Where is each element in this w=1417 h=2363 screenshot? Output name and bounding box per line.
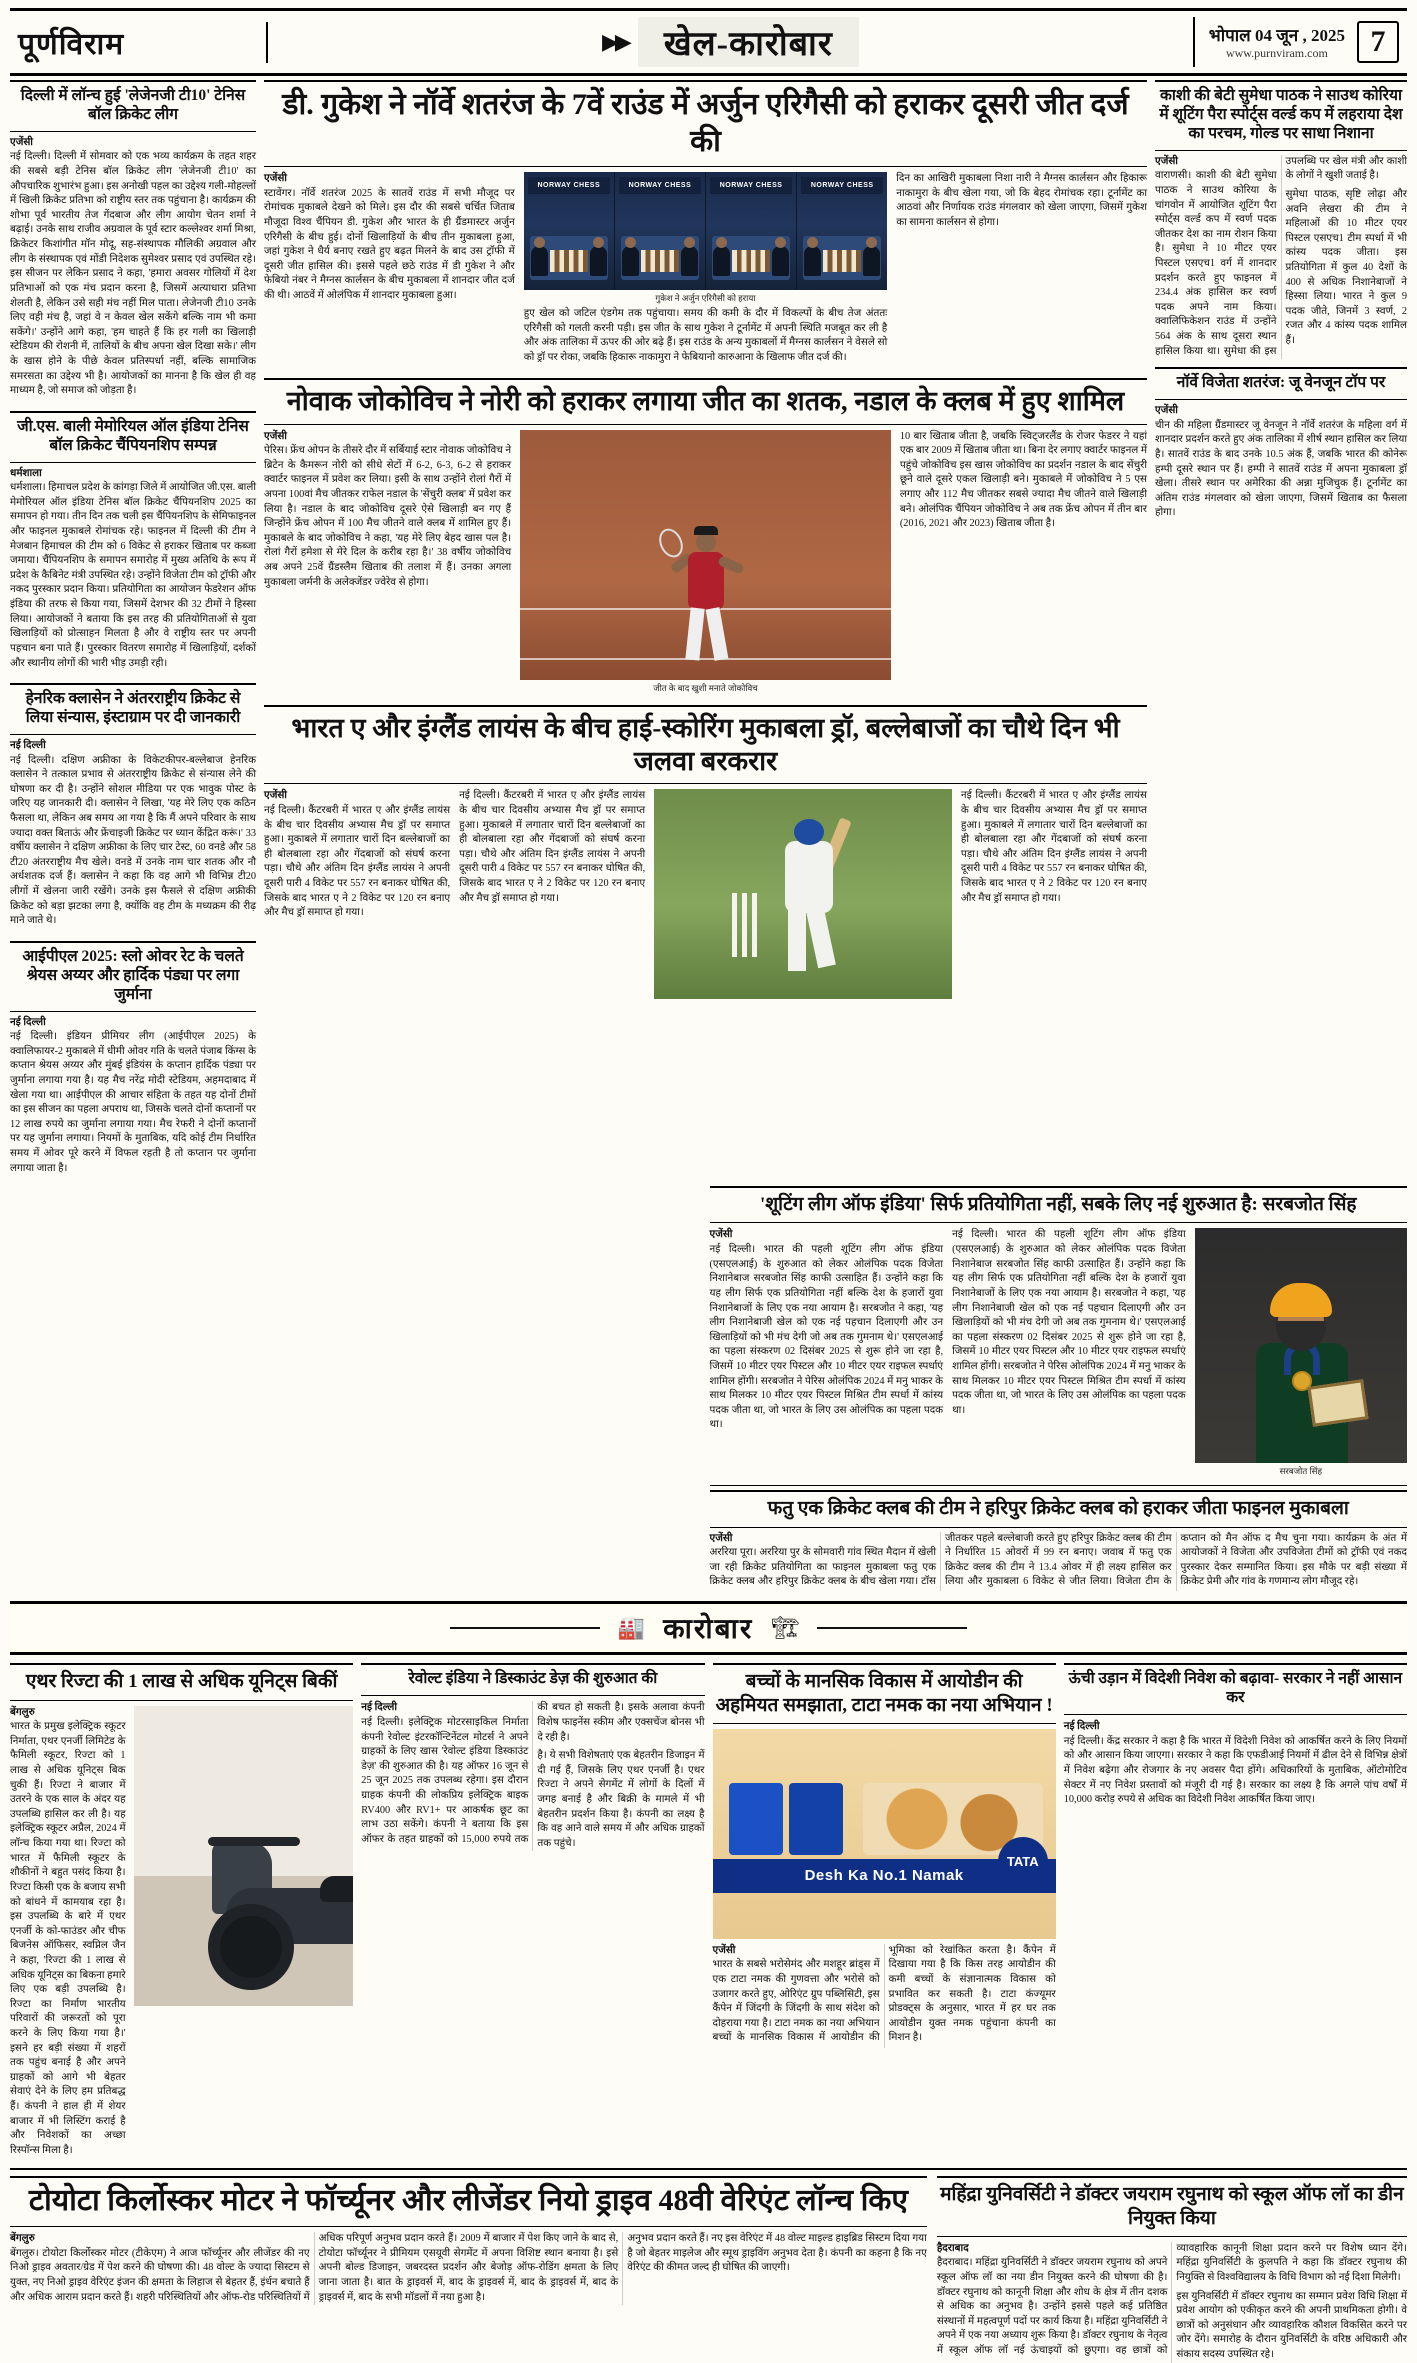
section-title: खेल-कारोबार [638, 17, 859, 67]
chess-banner-label: NORWAY CHESS [619, 177, 701, 194]
sports-column-4 [1155, 80, 1407, 1180]
article-gs-bali-championship [10, 411, 256, 675]
photo-caption: गुकेश ने अर्जुन एरिगैसी को हराया [655, 293, 756, 304]
headline: हेनरिक क्लासेन ने अंतरराष्ट्रीय क्रिकेट से लिया संन्यास, इंस्टाग्राम पर दी जानकारी [10, 683, 256, 735]
dateline: नई दिल्ली [1063, 1721, 1100, 1733]
band-rule-right [817, 1627, 967, 1629]
chess-photo-block [524, 172, 888, 369]
article-body-part-1 [264, 430, 511, 697]
body-text: पेरिस। फ्रेंच ओपन के तीसरे दौर में सर्बियाई स्टार नोवाक जोकोविच ने ब्रिटेन के कैमरून नोरी को सीधे सेटों में 6-2, 6-3, 6-2 से हराकर क्वार्टर फाइनल में प्रवेश कर लिया। इसी के साथ उन्होंने रोलां गैरों में अपना 100वां मैच जीतकर राफेल नडाल के 'सेंचुरी क्लब' में प्रवेश कर लिया है। नडाल के बाद जोकोविच दूसरे ऐसे खिलाड़ी बन गए हैं जिन्होंने फ्रेंच ओपन में 100 मैच जीतने वाले क्लब में शामिल हुए हैं। मुकाबले के बाद जोकोविच ने कहा, 'यह मेरे लिए बेहद खास पल है। रोलां गैरों हमेशा से मेरे दिल के करीब रहा है।' 38 वर्षीय जोकोविच अब अपने 25वें ग्रैंडस्लैम खिताब की तलाश में हैं। उनका अगला मुकाबला जर्मनी के अलेक्जेंडर ज्वेरेव से होगा। [264, 445, 512, 588]
masthead [10, 8, 1407, 76]
article-tata-namak-campaign [713, 1663, 1056, 2162]
body-text: दिन का आखिरी मुकाबला निशा नारी ने मैग्नस कार्लसन और हिकारू नाकामुरा के बीच खेला गया, जो कि बेहद रोमांचक रहा। टूर्नामेंट का आठवां और निर्णायक राउंड मंगलवार को खेला जाएगा, जिसमें गुकेश का सामना कार्लसन से होगा। [896, 173, 1147, 229]
dateline: एजेंसी [1155, 155, 1178, 167]
industry-icon: 🏗 [771, 1615, 800, 1641]
body-text-2: अनुभव प्रदान करते हैं। नए इस वेरिएंट में 48 वोल्ट माइल्ड हाइब्रिड सिस्टम दिया गया है जो बेहतर माइलेज और स्मूथ ड्राइविंग अनुभव देता है। कंपनी का कहना है कि नए वेरिएंट की कीमत जल्द ही घोषित की जाएगी। [627, 2233, 927, 2274]
sports-column-center [264, 80, 1147, 1180]
body-text: नई दिल्ली। कैंटरबरी में भारत ए और इंग्लैंड लायंस के बीच चार दिवसीय अभ्यास मैच ड्रॉ पर समाप्त हुआ। मुकाबले में लगातार चारों दिन बल्लेबाजों का ही बोलबाला रहा और गेंदबाजों को संघर्ष करना पड़ा। चौथे और अंतिम दिन इंग्लैंड लायंस ने अपनी दूसरी पारी 4 विकेट पर 557 रन बनाकर घोषित की, जिसके बाद भारत ए ने 2 विकेट पर 120 रन बनाए और मैच ड्रॉ समाप्त हो गया। [459, 790, 646, 904]
tata-brand-logo: TATA [998, 1837, 1048, 1887]
article-gukesh-norway-chess [264, 80, 1147, 370]
article-toyota-fortuner [10, 2176, 927, 2362]
article-djokovic-norrie [264, 378, 1147, 697]
body-text: नई दिल्ली। कैंटरबरी में भारत ए और इंग्लैंड लायंस के बीच चार दिवसीय अभ्यास मैच ड्रॉ पर समाप्त हुआ। मुकाबले में लगातार चारों दिन बल्लेबाजों का ही बोलबाला रहा और गेंदबाजों को संघर्ष करना पड़ा। चौथे और अंतिम दिन इंग्लैंड लायंस ने अपनी दूसरी पारी 4 विकेट पर 557 रन बनाकर घोषित की, जिसके बाद भारत ए ने 2 विकेट पर 120 रन बनाए और मैच ड्रॉ समाप्त हो गया। [264, 805, 451, 919]
sports-column-1 [10, 80, 256, 1180]
body-text: नई दिल्ली। कैंटरबरी में भारत ए और इंग्लैंड लायंस के बीच चार दिवसीय अभ्यास मैच ड्रॉ पर समाप्त हुआ। मुकाबले में लगातार चारों दिन बल्लेबाजों का ही बोलबाला रहा और गेंदबाजों को संघर्ष करना पड़ा। चौथे और अंतिम दिन इंग्लैंड लायंस ने अपनी दूसरी पारी 4 विकेट पर 557 रन बनाकर घोषित की, जिसके बाद भारत ए ने 2 विकेट पर 120 रन बनाए और मैच ड्रॉ समाप्त हो गया। [960, 790, 1147, 904]
dateline: बेंगलुरु [10, 2233, 35, 2245]
photo-caption: सरबजोत सिंह [1279, 1466, 1323, 1477]
body-text: नई दिल्ली। इलेक्ट्रिक मोटरसाइकिल निर्माता कंपनी रेवोल्ट इंटरकॉन्टिनेंटल मोटर्स ने अपने ग्राहकों के लिए खास 'रेवोल्ट इंडिया डिस्काउंट डेज़' की शुरुआत की है। यह ऑफर 16 जून से 25 जून 2025 तक उपलब्ध रहेगा। इस दौरान ग्राहक कंपनी की लोकप्रिय इलेक्ट्रिक बाइक RV400 और RV1+ पर आकर्षक छूट का लाभ उठा सकेंगे। कंपनी ने बताया कि इस ऑफर के तहत ग्राहकों को 15,000 रुपये तक की बचत हो सकती है। इसके अलावा कंपनी विशेष फाइनेंस स्कीम और एक्सचेंज बोनस भी दे रही है। [361, 1702, 705, 1845]
article-klaasen-retirement [10, 683, 256, 933]
body-text-2: है। ये सभी विशेषताएं एक बेहतरीन डिजाइन में दी गई हैं, जिसके लिए एथर एनर्जी है। एथर रिज्टा ने अपने सेगमेंट में लोगों के दिलों में जगह बनाई है और बिक्री के मामले में भी बेहतरीन प्रदर्शन किया है। कंपनी का लक्ष्य है कि वह आने वाले समय में और अधिक ग्राहकों तक पहुंचे। [537, 1750, 705, 1849]
dateline: एजेंसी [709, 1532, 733, 1544]
section-banner [268, 17, 1195, 67]
article-body-part-3 [896, 172, 1147, 369]
photo-caption: जीत के बाद खुशी मनाते जोकोविच [653, 682, 758, 693]
headline: दिल्ली में लॉन्च हुई 'लेजेनजी टी10' टेनिस बॉल क्रिकेट लीग [10, 80, 256, 132]
karobar-section-band [10, 1601, 1407, 1655]
dateline: नई दिल्ली [10, 739, 46, 751]
body-text-2: इस युनिवर्सिटी में डॉक्टर रघुनाथ का सम्मान प्रवेश विधि शिक्षा में प्रवेश आयोग को एकीकृत करने की अपनी प्राथमिकता होगी। वे छात्रों को अनुसंधान और व्यावहारिक कौशल विकसित करने पर जोर देंगे। समारोह के दौरान युनिवर्सिटी के वरिष्ठ अधिकारी और संकाय सदस्य उपस्थित रहे। [1176, 2290, 1407, 2361]
dateline: एजेंसी [264, 430, 287, 442]
tennis-photo-block [520, 430, 891, 697]
article-body: नई दिल्ली। दक्षिण अफ्रीका के विकेटकीपर-बल्लेबाज हेनरिक क्लासेन ने तत्काल प्रभाव से अंतरराष्ट्रीय क्रिकेट से संन्यास लेने की घोषणा कर दी है। उन्होंने सोशल मीडिया पर एक भावुक पोस्ट के जरिए यह जानकारी दी। क्लासेन ने लिखा, 'यह मेरे लिए एक कठिन फैसला था, लेकिन अब समय आ गया है कि मैं अपने परिवार के साथ ज्यादा वक्त बिताऊं और फ्रेंचाइजी क्रिकेट पर ध्यान केंद्रित करूं।' 33 वर्षीय क्लासेन ने दक्षिण अफ्रीका के लिए चार टेस्ट, 60 वनडे और 58 टी20 अंतरराष्ट्रीय मैच खेले। वनडे में उनके नाम चार शतक और नौ अर्धशतक दर्ज हैं। क्लासेन ने कहा कि वह आगे भी विभिन्न टी20 लीगों में खेलना जारी रखेंगे। उनके इस फैसले से दक्षिण अफ्रीकी क्रिकेट को बड़ा झटका लगा है, क्योंकि वह टीम के मध्यक्रम की रीढ़ माने जाते थे। [10, 754, 256, 927]
headline: रेवोल्ट इंडिया ने डिस्काउंट डेज़ की शुरुआत की [361, 1663, 704, 1696]
article-body-part-2 [459, 789, 645, 999]
article-legendzy-t10 [10, 80, 256, 403]
headline: डी. गुकेश ने नॉर्वे शतरंज के 7वें राउंड में अर्जुन एरिगैसी को हराकर दूसरी जीत दर्ज की [264, 80, 1147, 167]
shooter-photo-block [1195, 1228, 1407, 1480]
article-body: वाराणसी। काशी की बेटी सुमेधा पाठक ने साउथ कोरिया के चांगवोन में आयोजित शूटिंग पैरा स्पोर्ट्स वर्ल्ड कप में स्वर्ण पदक जीतकर देश का नाम रोशन किया है। सुमेधा ने 10 मीटर एयर पिस्टल एसएच1 वर्ग में शानदार प्रदर्शन करते हुए फाइनल में 234.4 अंक हासिल कर स्वर्ण पदक अपने नाम किया। क्वालिफिकेशन राउंड में उन्होंने 564 अंक के साथ दूसरा स्थान हासिल किया था। सुमेधा की इस उपलब्धि पर खेल मंत्री और काशी के लोगों ने खुशी जताई है। [1155, 155, 1407, 357]
article-body: चीन की महिला ग्रैंडमास्टर जू वेनजून ने नॉर्वे शतरंज के महिला वर्ग में शानदार प्रदर्शन करते हुए अंक तालिका में शीर्ष स्थान हासिल कर लिया है। सातवें राउंड के बाद उनके 10.5 अंक हैं, जबकि भारत की कोनेरू हम्पी दूसरे स्थान पर हैं। हम्पी ने सातवें राउंड में अपना मुकाबला ड्रॉ खेला। तीसरे स्थान पर अमेरिका की अन्ना मुजिचुक हैं। टूर्नामेंट का अंतिम राउंड मंगलवार को खेला जाएगा, जिसमें खिताब का फैसला होगा। [1155, 419, 1407, 519]
dateline: नई दिल्ली [10, 1016, 46, 1028]
headline: टोयोटा किर्लोस्कर मोटर ने फॉर्च्यूनर और लीजेंडर नियो ड्राइव 48वी वेरिएंट लॉन्च किए [10, 2176, 927, 2227]
chess-banner-label: NORWAY CHESS [801, 177, 883, 194]
chess-banner-label: NORWAY CHESS [710, 177, 792, 194]
headline: काशी की बेटी सुमेधा पाठक ने साउथ कोरिया में शूटिंग पैरा स्पोर्ट्स वर्ल्ड कप में लहराया देश का परचम, गोल्ड पर साधा निशाना [1155, 80, 1407, 151]
article-india-a-england-lions [264, 705, 1147, 1000]
headline: 'शूटिंग लीग ऑफ इंडिया' सिर्फ प्रतियोगिता नहीं, सबके लिए नई शुरुआत है: सरबजोत सिंह [710, 1186, 1408, 1223]
karobar-bottom-grid [10, 2176, 1407, 2362]
article-norway-women-chess [1155, 367, 1407, 525]
article-body-part-1 [264, 789, 450, 999]
article-body [10, 1706, 126, 2163]
article-sumedha-pathak [1155, 80, 1407, 359]
headline: ऊंची उड़ान में विदेशी निवेश को बढ़ावा- सरकार ने नहीं आसान कर [1064, 1663, 1407, 1715]
headline: आईपीएल 2025: स्लो ओवर रेट के चलते श्रेयस अय्यर और हार्दिक पंड्या पर लगा जुर्माना [10, 941, 256, 1012]
article-body-2: सुमेधा पाठक, सृष्टि लोढ़ा और अवनि लेखरा की टीम ने महिलाओं की 10 मीटर एयर पिस्टल एसएच1 टीम स्पर्धा में भी कांस्य पदक जीता। इस प्रतियोगिता में कुल 40 देशों के 400 से अधिक निशानेबाजों ने हिस्सा लिया। भारत ने कुल 9 पदक जीते, जिनमें 3 स्वर्ण, 2 रजत और 4 कांस्य पदक शामिल हैं। [1285, 188, 1407, 347]
dateline: एजेंसी [10, 136, 33, 148]
dateline: एजेंसी [264, 173, 287, 185]
dateline: हैदराबाद [936, 2242, 969, 2254]
headline: एथर रिज्टा की 1 लाख से अधिक यूनिट्स बिकीं [10, 1663, 353, 1700]
karobar-grid [10, 1663, 1407, 2162]
article-body-part-2 [524, 307, 888, 365]
dateline: बेंगलुरु [10, 1706, 35, 1718]
article-body: नई दिल्ली। दिल्ली में सोमवार को एक भव्य कार्यक्रम के तहत शहर की सबसे बड़ी टेनिस बॉल क्रिकेट लीग 'लेजेनजी टी10' का औपचारिक शुभारंभ हुआ। इस अनोखी पहल का उद्देश्य गली-मोहल्लों में खिली क्रिकेट प्रतिभा को राष्ट्रीय स्तर तक पहुंचाना है। कार्यक्रम की शोभा पूर्व भारतीय तेज गेंदबाज और लीग आयोग चेतन शर्मा ने बढ़ाई। उनके साथ राजीव अग्रवाल के पूर्व स्टार कल्लेश्वर शर्मा मिश्रा, क्रिकेटर किशांगीत मॉन मोदू, सह-संस्थापक मौलिकी अग्रवाल और लीग के संस्थापक एवं मोंडी निदेशक सुमेश्वर प्रसाद एवं उपस्थित रहे। इस सीजन पर लेकिन प्रसाद ने कहा, 'हमारा अवसर गोलियों में देश प्रतिभाओं को एक मंच प्रदान करना है, जिसमें अत्याधारा प्रतिभा शेलती है, लेकिन उसे सही मंच नहीं मिल पाता। लेजेनजी टी10 उनके लिए वही मंच है, जहां वे न केवल खेल सकेंगे बल्कि नाम भी कमा सकेंगे।' उन्होंने आगे कहा, 'हम चाहते हैं कि हर गली का खिलाड़ी स्टेडियम की रोशनी में, तालियों के बीच अपना खेल दिखा सके।' लीग के खास होने के पीछे केवल प्रतिस्पर्धा नहीं, बल्कि सामाजिक समरसता का उद्देश्य भी है। आयोजकों का मानना है कि खेल ही वह माध्यम है, जो समाज को जोड़ता है। [10, 151, 256, 397]
page-number: 7 [1357, 21, 1399, 63]
sports-section [10, 80, 1407, 1180]
headline: जी.एस. बाली मेमोरियल ऑल इंडिया टेनिस बॉल क्रिकेट चैंपियनशिप सम्पन्न [10, 411, 256, 463]
dateline: एजेंसी [1155, 405, 1178, 417]
cricket-photo [654, 789, 952, 999]
band-rule-left [450, 1627, 600, 1629]
headline: फतु एक क्रिकेट क्लब की टीम ने हरिपुर क्रिकेट क्लब को हराकर जीता फाइनल मुकाबला [710, 1490, 1408, 1527]
article-body: धर्मशाला। हिमाचल प्रदेश के कांगड़ा जिले में आयोजित जी.एस. बाली मेमोरियल ऑल इंडिया टेनिस बॉल क्रिकेट चैंपियनशिप 2025 का समापन हो गया। तीन दिन तक चली इस चैंपियनशिप के सेमिफाइनल और फाइनल मुकाबले रोमांचक रहे। फाइनल में दिल्ली की टीम ने मेजबान हिमाचल की टीम को 6 विकेट से हराकर खिताब पर कब्जा जमाया। चैंपियनशिप के समापन समारोह में मुख्य अतिथि के रूप में प्रदेश के कैबिनेट मंत्री उपस्थित रहे। उन्होंने विजेता टीम को ट्रॉफी और नकद पुरस्कार प्रदान किया। प्रतियोगिता का आयोजन फेडरेशन ऑफ इंडिया की तरफ से किया गया, जिसमें देशभर की 32 टीमों ने हिस्सा लिया। आयोजकों ने बताया कि इस तरह की प्रतियोगिताओं से युवा खिलाड़ियों को प्रोत्साहन मिलता है और वे राष्ट्रीय स्तर पर अपनी पहचान बना पाते हैं। पुरस्कार वितरण समारोह में खिलाड़ियों, दर्शकों और स्थानीय लोगों की भारी भीड़ उमड़ी रही। [10, 482, 256, 669]
article-foreign-investment [1064, 1663, 1407, 2162]
article-ipl-fine [10, 941, 256, 1180]
salt-pack-icon-2 [789, 1783, 843, 1855]
shooter-photo [1195, 1228, 1407, 1463]
website-url[interactable]: www.purnviram.com [1225, 46, 1328, 60]
tennis-player-figure [666, 516, 744, 666]
tennis-photo [520, 430, 891, 680]
dateline: धर्मशाला [10, 467, 42, 479]
headline: बच्चों के मानसिक विकास में आयोडीन की अहमियत समझाता, टाटा नमक का नया अभियान ! [713, 1663, 1056, 1723]
article-shooting-league-india [710, 1186, 1408, 1591]
article-ather-rizta [10, 1663, 353, 2162]
headline: भारत ए और इंग्लैंड लायंस के बीच हाई-स्कोरिंग मुकाबला ड्रॉ, बल्लेबाजों का चौथे दिन भी जलवा बरकरार [264, 705, 1147, 785]
article-body-part-3 [961, 789, 1147, 999]
article-body-part-2 [952, 1228, 1186, 1480]
dateline: एजेंसी [264, 790, 287, 802]
article-body-part-1 [710, 1228, 944, 1480]
headline: नॉर्वे विजेता शतरंज: जू वेनजून टॉप पर [1155, 367, 1407, 400]
factory-icon: 🏭 [617, 1615, 646, 1641]
body-text: नई दिल्ली। भारत की पहली शूटिंग लीग ऑफ इंडिया (एसएलआई) के शुरुआत को लेकर ओलंपिक पदक विजेता निशानेबाज सरबजोत सिंह काफी उत्साहित हैं। उन्होंने कहा कि यह लीग सिर्फ एक प्रतियोगिता नहीं बल्कि देश के हजारों युवा निशानेबाजों के लिए एक नया आयाम है। सरबजोत ने कहा, 'यह लीग निशानेबाजी खेल को एक नई पहचान दिलाएगी और उन खिलाड़ियों को भी मंच देगी जो अब तक गुमनाम थे।' एसएलआई का पहला संस्करण 02 दिसंबर 2025 से शुरू होने जा रहा है, जिसमें 10 मीटर एयर पिस्टल और 10 मीटर एयर राइफल स्पर्धाएं शामिल होंगी। सरबजोत ने पेरिस ओलंपिक 2024 में मनु भाकर के साथ मिलकर 10 मीटर एयर पिस्टल मिश्रित टीम स्पर्धा में कांस्य पदक जीता था, जो भारत के लिए उस ओलंपिक का पहला पदक था। [952, 1229, 1186, 1416]
article-body: अररिया पूरा। अररिया पुर के सोमवारी गांव स्थित मैदान में खेली जा रही क्रिकेट प्रतियोगिता का फाइनल मुकाबला फतु एक क्रिकेट क्लब और हरिपुर क्रिकेट क्लब के बीच खेला गया। टॉस जीतकर पहले बल्लेबाजी करते हुए हरिपुर क्रिकेट क्लब की टीम ने निर्धारित 15 ओवरों में 99 रन बनाए। जवाब में फतु एक क्रिकेट क्लब की टीम ने 13.4 ओवर में ही लक्ष्य हासिल कर लिया और मुकाबला 6 विकेट से जीत लिया। विजेता टीम के कप्तान को मैन ऑफ द मैच चुना गया। कार्यक्रम के अंत में आयोजकों ने विजेता और उपविजेता टीमों को ट्रॉफी एवं नकद पुरस्कार देकर सम्मानित किया। इस मौके पर बड़ी संख्या में क्रिकेट प्रेमी और गांव के गणमान्य लोग मौजूद रहे। [709, 1532, 1407, 1588]
karobar-title: कारोबार [663, 1614, 754, 1646]
sports-secondary-row [10, 1186, 1407, 1591]
headline: नोवाक जोकोविच ने नोरी को हराकर लगाया जीत का शतक, नडाल के क्लब में हुए शामिल [264, 378, 1147, 425]
chess-photo [524, 172, 888, 290]
ad-banner-text: Desh Ka No.1 Namak [713, 1859, 1056, 1893]
article-mahindra-university-dean [937, 2176, 1407, 2362]
article-revolt-discount-days [361, 1663, 704, 2162]
tata-namak-ad-photo [713, 1729, 1056, 1939]
body-text: भारत के प्रमुख इलेक्ट्रिक स्कूटर निर्माता, एथर एनर्जी लिमिटेड के फैमिली स्कूटर, रिज्टा को 1 लाख से अधिक यूनिट्स बिक चुकी हैं। रिज्टा ने बाजार में उतरने के एक साल के अंदर यह उपलब्धि हासिल कर ली है। यह इलेक्ट्रिक स्कूटर अप्रैल, 2024 में लॉन्च किया गया था। रिज्टा को भारत में फैमिली स्कूटर के शौकीनों ने बहुत पसंद किया है। रिज्टा किसी एक के बजाय सभी को बांधने में कामयाब रहा है। इस उपलब्धि के बारे में एथर एनर्जी के को-फाउंडर और चीफ बिजनेस ऑफिसर, स्वप्निल जैन ने कहा, 'रिज्टा की 1 लाख से अधिक यूनिट्स का बिकना हमारे लिए एक बड़ी उपलब्धि है। रिज्टा का निर्माण भारतीय परिवारों की जरूरतों को पूरा करने के लिए किया गया है।' इसने हर बड़ी संख्या में शहरों तक पहुंच बनाई है और अपने ग्राहकों को आगे भी बेहतर सेवाएं देने के लिए हम प्रतिबद्ध हैं। कंपनी ने हाल ही में शेयर बाजार में भी लिस्टिंग कराई है और निवेशकों का अच्छा रिस्पॉन्स मिला है। [10, 1721, 126, 2156]
body-text: 10 बार खिताब जीता है, जबकि स्विट्जरलैंड के रोजर फेडरर ने यहां एक बार 2009 में खिताब जीता था। बिना देर लगाए क्वार्टर फाइनल में पहुंचे जोकोविच इस खास जोकोविच का प्रदर्शन नडाल के बाद सेंचुरी छूने वाले दूसरे एकल खिलाड़ी बने। मुकाबले में जोकोविच ने 5 एस लगाए और 112 मैच जीतकर सबसे ज्यादा मैच जीतने वाले खिलाड़ी बने। ओलंपिक चैंपियन जोकोविच ने अब तक फ्रेंच ओपन में तीन बार (2016, 2021 और 2023) खिताब जीता है। [899, 430, 1148, 530]
body-text: बेंगलुरु। टोयोटा किर्लोस्कर मोटर (टीकेएम) ने आज फॉर्च्यूनर और लीजेंडर की नए निओ ड्राइव अवतार/ग्रेड में पेश करने की घोषणा की। 48 वोल्ट के ज्यादा सिस्टम से युक्त, नए निओ ड्राइव वेरिएंट इंजन की क्षमता के लिहाज से बेहतर हैं, इंर्धन बचाते हैं और अधिक आराम प्रदान करते हैं। शहरी परिस्थितियों और ऑफ-रोड परिस्थितियों में अधिक परिपूर्ण अनुभव प्रदान करते हैं। 2009 में बाजार में पेश किए जाने के बाद से, टोयोटा फॉर्च्यूनर ने प्रीमियम एसयूवी सेगमेंट में अपना विशिष्ट स्थान बनाया है। इसे अपनी बोल्ड डिजाइन, जबरदस्त प्रदर्शन और बेजोड़ ऑफ-रोडिंग क्षमता के लिए जाना जाता है। बात के ड्राइवर्स में, बाद के ड्राइवर्स में, बाद के ड्राइवर्स में, बाद के ड्राइवर्स में, बाद के सभी मॉडलों में नया हुआ है। [10, 2233, 619, 2303]
issue-date: भोपाल 04 जून , 2025 [1208, 26, 1345, 45]
body-text: स्टावेंगर। नॉर्वे शतरंज 2025 के सातवें राउंड में सभी मौजूद पर रोमांचक मुकाबले देखने को मिले। इस दौर की सबसे चर्चित जिताब मौजूदा विश्व चैंपियन डी. गुकेश और भारत के ही ग्रैंडमास्टर अर्जुन एरिगैसी के बीच हुई। दोनों खिलाड़ियों के बीच तीन मुकाबला हुआ, जहां गुकेश ने धैर्य बनाए रखते हुए बढ़त मिलने के बाद उस ट्रॉफी में दूसरी जीत हासिल की। इससे पहले छठे राउंड में डी गुकेश ने और फेबियो नंबर ने मैग्नस कार्लसन के बीच मुकाबला में शानदार जीत दर्ज की थी। आठवें में ओलंपिक में शानदार मुकाबला हुआ। [264, 187, 515, 302]
headline: महिंद्रा युनिवर्सिटी ने डॉक्टर जयराम रघुनाथ को स्कूल ऑफ लॉ का डीन नियुक्त किया [937, 2176, 1407, 2236]
article-body-part-2 [900, 430, 1147, 697]
body-text: नई दिल्ली। भारत की पहली शूटिंग लीग ऑफ इंडिया (एसएलआई) के शुरुआत को लेकर ओलंपिक पदक विजेता निशानेबाज सरबजोत सिंह काफी उत्साहित हैं। उन्होंने कहा कि यह लीग सिर्फ एक प्रतियोगिता नहीं बल्कि देश के हजारों युवा निशानेबाजों के लिए एक नया आयाम है। सरबजोत ने कहा, 'यह लीग निशानेबाजी खेल को एक नई पहचान दिलाएगी और उन खिलाड़ियों को भी मंच देगी जो अब तक गुमनाम थे।' एसएलआई का पहला संस्करण 02 दिसंबर 2025 से शुरू होने जा रहा है, जिसमें 10 मीटर एयर पिस्टल और 10 मीटर एयर राइफल स्पर्धाएं शामिल होंगी। सरबजोत ने पेरिस ओलंपिक 2024 में मनु भाकर के साथ मिलकर 10 मीटर एयर पिस्टल मिश्रित टीम स्पर्धा में कांस्य पदक जीता था, जो भारत के लिए उस ओलंपिक का पहला पदक था। [709, 1244, 944, 1431]
salt-pack-icon [729, 1783, 783, 1855]
masthead-meta [1195, 21, 1399, 63]
chess-banner-label: NORWAY CHESS [528, 177, 610, 194]
publication-logo: पूर्णविराम [18, 22, 268, 63]
dateline: एजेंसी [712, 1944, 736, 1956]
arrows-icon: ▶▶ [601, 29, 628, 54]
body-text: भारत के सबसे भरोसेमंद और मशहूर ब्रांड्स में एक टाटा नमक की गुणवत्ता और भरोसे को उजागर करते हुए, ओरिएंट ग्रुप पब्लिसिटी, इस कैंपेन में जिंदगी के जिंदगी के साथ संदेश को दोहराया गया है। टाटा नमक का नया अभियान बच्चों के मानसिक विकास में आयोडीन की भूमिका को रेखांकित करता है। कैंपेन में दिखाया गया है कि किस तरह आयोडीन की कमी बच्चों के संज्ञानात्मक विकास को प्रभावित कर सकती है। टाटा कंज्यूमर प्रोडक्ट्स के अनुसार, भारत में हर घर तक आयोडीन युक्त नमक पहुंचाना कंपनी का मिशन है। [712, 1944, 1056, 2044]
body-text: नई दिल्ली। केंद्र सरकार ने कहा है कि भारत में विदेशी निवेश को आकर्षित करने के लिए नियमों को और आसान किया जाएगा। सरकार ने कहा कि एफडीआई नियमों में ढील देने से विभिन्न क्षेत्रों में निवेश बढ़ेगा और रोजगार के नए अवसर पैदा होंगे। अधिकारियों के मुताबिक, ऑटोमोटिव सेक्टर में नए निवेश प्रस्तावों को मंजूरी दी गई है। सरकार का लक्ष्य है कि अगले पांच वर्षों में 10,000 करोड़ रुपये से अधिक का विदेशी निवेश आकर्षित किया जाए। [1063, 1735, 1407, 1806]
cricket-photo-block [654, 789, 952, 999]
article-fatu-cricket-club [710, 1490, 1408, 1591]
article-body-part-1 [264, 172, 515, 369]
body-text: हुए खेल को जटिल एंडगेम तक पहुंचाया। समय की कमी के दौर में विकल्पों के बीच तेज अंततः एरिगैसी को गलती करनी पड़ी। इस जीत के साथ गुकेश ने टूर्नामेंट में अपनी स्थिति मजबूत कर ली है और अंक तालिका में ऊपर की ओर बढ़े हैं। इस राउंड के अन्य मुकाबलों में मैग्नस कार्लसन ने वेसले सो को ड्रॉ पर रोका, जबकि हिकारू नाकामुरा ने फेबियानो कारुआना के खिलाफ जीत दर्ज की। [523, 308, 888, 364]
dateline: एजेंसी [709, 1229, 733, 1241]
article-body: नई दिल्ली। इंडियन प्रीमियर लीग (आईपीएल 2025) के क्वालिफायर-2 मुकाबले में धीमी ओवर गति के चलते पंजाब किंग्स के कप्तान श्रेयस अय्यर और मुंबई इंडियंस के कप्तान हार्दिक पंड्या पर जुर्माना लगाया गया है। यह मैच नरेंद्र मोदी स्टेडियम, अहमदाबाद में खेला गया था। आईपीएल की आचार संहिता के तहत यह दोनों टीमों का इस सीजन का पहला अपराध था, जिसके चलते दोनों कप्तानों पर 12 लाख रुपये का जुर्माना लगाया गया। मैच रेफरी ने दोनों कप्तानों पर यह जुर्माना लगाया। नियमों के मुताबिक, यदि कोई टीम निर्धारित समय में ओवर पूरे करने में विफल रहती है तो कप्तान पर जुर्माना लगाया जाता है। [10, 1031, 256, 1174]
ather-scooter-photo [134, 1706, 354, 2006]
dateline: नई दिल्ली [361, 1702, 398, 1714]
body-text: हैदराबाद। महिंद्रा युनिवर्सिटी ने डॉक्टर जयराम रघुनाथ को अपने स्कूल ऑफ लॉ का नया डीन नियुक्त करने की घोषणा की है। डॉक्टर रघुनाथ को कानूनी शिक्षा और शोध के क्षेत्र में तीन दशक से अधिक का अनुभव है। उन्होंने इससे पहले कई प्रतिष्ठित संस्थानों में महत्वपूर्ण पदों पर कार्य किया है। महिंद्रा युनिवर्सिटी ने अपने में एक नया अध्याय शुरू किया है। डॉक्टर रघुनाथ के नेतृत्व में स्कूल ऑफ लॉ नई ऊंचाइयों को छुएगा। वह छात्रों को व्यावहारिक कानूनी शिक्षा प्रदान करने पर विशेष ध्यान देंगे। महिंद्रा युनिवर्सिटी के कुलपति ने कहा कि डॉक्टर रघुनाथ की नियुक्ति से विश्वविद्यालय के विधि विभाग को नई दिशा मिलेगी। [936, 2242, 1407, 2357]
